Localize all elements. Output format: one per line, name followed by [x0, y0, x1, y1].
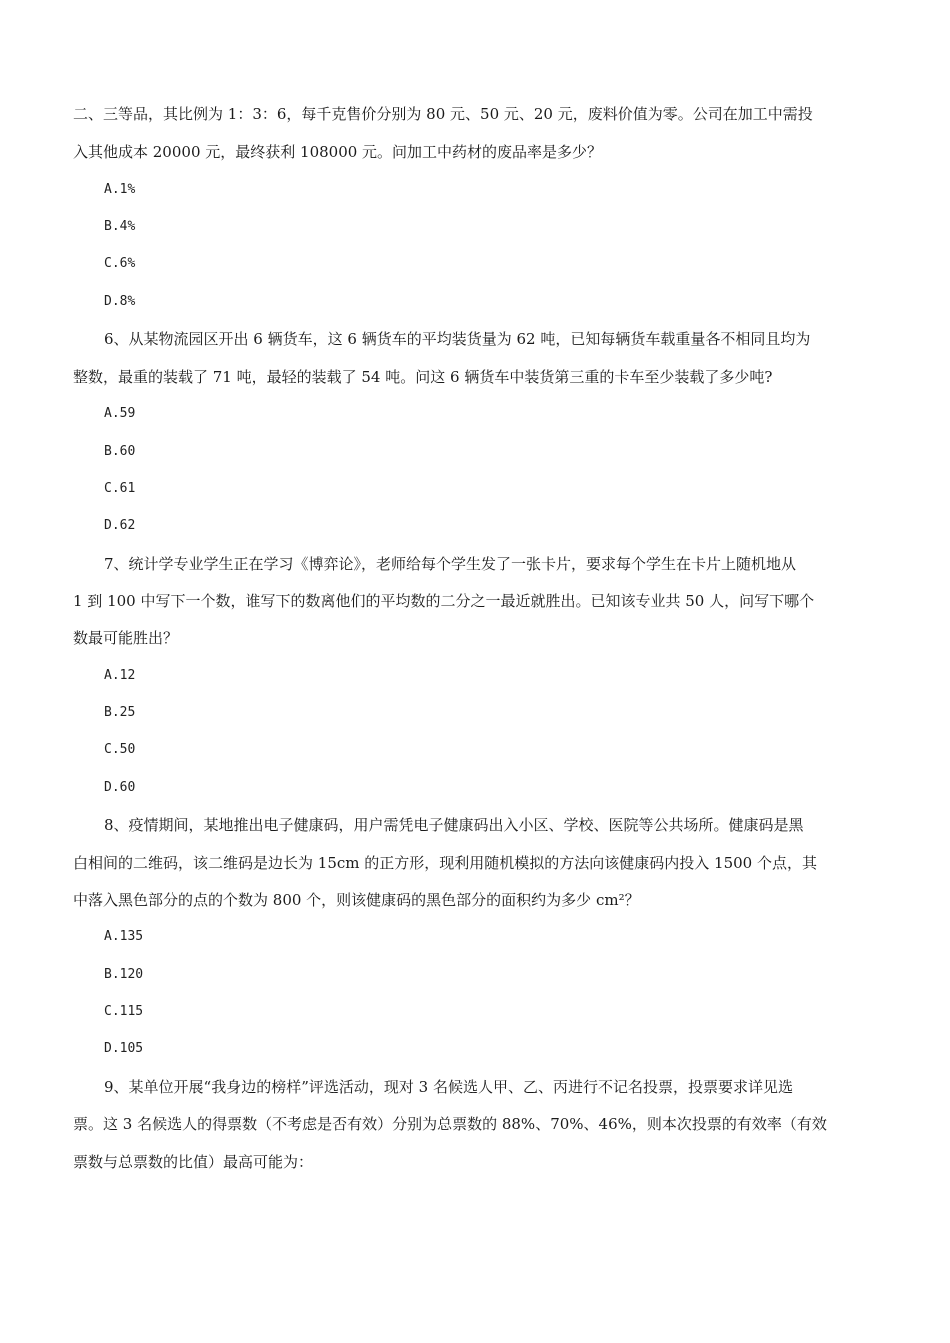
- q8-option-d: D.105: [104, 1041, 144, 1056]
- q8-option-a: A.135: [104, 929, 144, 944]
- q5-option-b: B.4%: [104, 219, 136, 234]
- q6-line-1: 6、从某物流园区开出 6 辆货车，这 6 辆货车的平均装货量为 62 吨，已知每辆货车载重量各不相同且均为: [104, 330, 811, 348]
- q6-option-b: B.60: [104, 444, 136, 459]
- q6-option-c: C.61: [104, 481, 136, 496]
- q7-option-b: B.25: [104, 705, 136, 720]
- q8-option-c: C.115: [104, 1004, 144, 1019]
- q9-line-1: 9、某单位开展“我身边的榜样”评选活动，现对 3 名候选人甲、乙、丙进行不记名投票，投票要求详见选: [104, 1078, 793, 1096]
- q5-line-2: 入其他成本 20000 元，最终获利 108000 元。问加工中药材的废品率是多少？: [73, 143, 603, 161]
- q7-option-d: D.60: [104, 780, 136, 795]
- q7-line-1: 7、统计学专业学生正在学习《博弈论》，老师给每个学生发了一张卡片，要求每个学生在卡片上随机地从: [104, 555, 797, 573]
- q8-line-1: 8、疫情期间，某地推出电子健康码，用户需凭电子健康码出入小区、学校、医院等公共场所。健康码是黑: [104, 816, 804, 834]
- q9-line-3: 票数与总票数的比值）最高可能为：: [73, 1153, 314, 1171]
- q8-line-2: 白相间的二维码，该二维码是边长为 15cm 的正方形，现利用随机模拟的方法向该健康码内投入 1500 个点，其: [73, 854, 817, 872]
- q5-option-a: A.1%: [104, 182, 136, 197]
- q5-line-1: 二、三等品，其比例为 1：3：6，每千克售价分别为 80 元、50 元、20 元，废料价值为零。公司在加工中需投: [73, 105, 813, 123]
- q7-line-3: 数最可能胜出？: [73, 629, 179, 647]
- q9-line-2: 票。这 3 名候选人的得票数（不考虑是否有效）分别为总票数的 88%、70%、46%，则本次投票的有效率（有效: [73, 1115, 827, 1133]
- q5-option-d: D.8%: [104, 294, 136, 309]
- q7-line-2: 1 到 100 中写下一个数，谁写下的数离他们的平均数的二分之一最近就胜出。已知该专业共 50 人，问写下哪个: [73, 592, 815, 610]
- q6-option-d: D.62: [104, 518, 136, 533]
- q6-line-2: 整数，最重的装载了 71 吨，最轻的装载了 54 吨。问这 6 辆货车中装货第三重的卡车至少装载了多少吨?: [73, 368, 773, 386]
- q8-option-b: B.120: [104, 967, 144, 982]
- q7-option-c: C.50: [104, 742, 136, 757]
- q7-option-a: A.12: [104, 668, 136, 683]
- q5-option-c: C.6%: [104, 256, 136, 271]
- q8-line-3: 中落入黑色部分的点的个数为 800 个，则该健康码的黑色部分的面积约为多少 cm²？: [73, 891, 640, 909]
- q6-option-a: A.59: [104, 406, 136, 421]
